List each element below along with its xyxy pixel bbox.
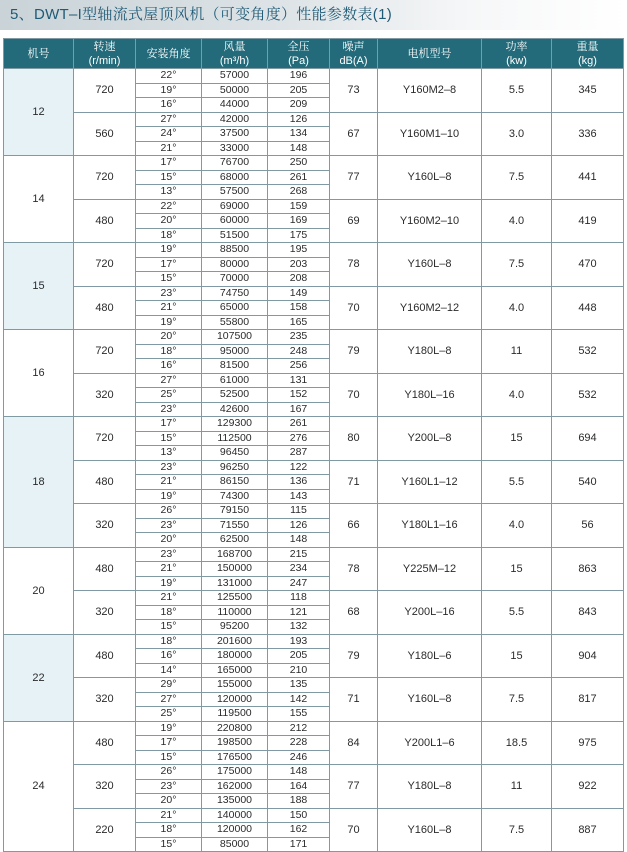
speed-cell: 720 [74, 417, 136, 461]
pressure-cell: 162 [268, 823, 330, 838]
angle-cell: 21° [136, 562, 202, 577]
speed-cell: 320 [74, 504, 136, 548]
table-row [4, 243, 624, 258]
weight-cell: 532 [552, 373, 624, 417]
airflow-cell: 135000 [202, 794, 268, 809]
airflow-cell: 37500 [202, 127, 268, 142]
pressure-cell: 132 [268, 620, 330, 635]
angle-cell: 22° [136, 199, 202, 214]
pressure-cell: 150 [268, 808, 330, 823]
pressure-cell: 287 [268, 446, 330, 461]
pressure-cell: 143 [268, 489, 330, 504]
angle-cell: 19° [136, 576, 202, 591]
speed-cell: 560 [74, 112, 136, 156]
pressure-cell: 152 [268, 388, 330, 403]
pressure-cell: 196 [268, 69, 330, 84]
weight-cell: 470 [552, 243, 624, 287]
motor-model-cell: Y160M2–8 [378, 69, 482, 113]
angle-cell: 22° [136, 69, 202, 84]
speed-cell: 720 [74, 330, 136, 374]
pressure-cell: 195 [268, 243, 330, 258]
noise-cell: 73 [330, 69, 378, 113]
table-row [4, 678, 624, 693]
angle-cell: 27° [136, 692, 202, 707]
pressure-cell: 205 [268, 83, 330, 98]
pressure-cell: 126 [268, 518, 330, 533]
pressure-cell: 118 [268, 591, 330, 606]
motor-model-cell: Y200L–16 [378, 591, 482, 635]
pressure-cell: 188 [268, 794, 330, 809]
speed-cell: 480 [74, 634, 136, 678]
pressure-cell: 126 [268, 112, 330, 127]
pressure-cell: 268 [268, 185, 330, 200]
pressure-cell: 234 [268, 562, 330, 577]
airflow-cell: 150000 [202, 562, 268, 577]
pressure-cell: 246 [268, 750, 330, 765]
power-cell: 7.5 [482, 678, 552, 722]
noise-cell: 71 [330, 460, 378, 504]
airflow-cell: 107500 [202, 330, 268, 345]
motor-model-cell: Y160M2–12 [378, 286, 482, 330]
table-row [4, 460, 624, 475]
pressure-cell: 256 [268, 359, 330, 374]
angle-cell: 25° [136, 388, 202, 403]
machine-no-cell: 15 [4, 243, 74, 330]
power-cell: 4.0 [482, 504, 552, 548]
speed-cell: 720 [74, 243, 136, 287]
airflow-cell: 198500 [202, 736, 268, 751]
table-row [4, 156, 624, 171]
machine-no-cell: 16 [4, 330, 74, 417]
weight-cell: 904 [552, 634, 624, 678]
angle-cell: 23° [136, 286, 202, 301]
angle-cell: 21° [136, 591, 202, 606]
motor-model-cell: Y180L–6 [378, 634, 482, 678]
pressure-cell: 167 [268, 402, 330, 417]
airflow-cell: 140000 [202, 808, 268, 823]
angle-cell: 18° [136, 634, 202, 649]
header-row [4, 39, 624, 69]
airflow-cell: 120000 [202, 823, 268, 838]
pressure-cell: 165 [268, 315, 330, 330]
airflow-cell: 50000 [202, 83, 268, 98]
weight-cell: 336 [552, 112, 624, 156]
motor-model-cell: Y200L–8 [378, 417, 482, 461]
table-row [4, 330, 624, 345]
weight-cell: 345 [552, 69, 624, 113]
angle-cell: 21° [136, 141, 202, 156]
weight-cell: 922 [552, 765, 624, 809]
machine-no-cell: 24 [4, 721, 74, 852]
angle-cell: 15° [136, 170, 202, 185]
performance-table [3, 38, 624, 852]
motor-model-cell: Y180L1–16 [378, 504, 482, 548]
pressure-cell: 135 [268, 678, 330, 693]
weight-cell: 441 [552, 156, 624, 200]
pressure-cell: 203 [268, 257, 330, 272]
angle-cell: 16° [136, 98, 202, 113]
header-power: 功率 (kw) [482, 39, 552, 69]
airflow-cell: 131000 [202, 576, 268, 591]
header-angle: 安装角度 [136, 39, 202, 69]
machine-no-cell: 18 [4, 417, 74, 548]
airflow-cell: 168700 [202, 547, 268, 562]
table-body [4, 69, 624, 852]
angle-cell: 15° [136, 837, 202, 852]
airflow-cell: 42600 [202, 402, 268, 417]
angle-cell: 19° [136, 721, 202, 736]
pressure-cell: 169 [268, 214, 330, 229]
angle-cell: 14° [136, 663, 202, 678]
pressure-cell: 175 [268, 228, 330, 243]
airflow-cell: 95200 [202, 620, 268, 635]
airflow-cell: 68000 [202, 170, 268, 185]
machine-no-cell: 20 [4, 547, 74, 634]
power-cell: 4.0 [482, 199, 552, 243]
angle-cell: 20° [136, 533, 202, 548]
angle-cell: 18° [136, 344, 202, 359]
table-row [4, 373, 624, 388]
airflow-cell: 162000 [202, 779, 268, 794]
pressure-cell: 193 [268, 634, 330, 649]
table-row [4, 547, 624, 562]
airflow-cell: 69000 [202, 199, 268, 214]
table-row [4, 504, 624, 519]
speed-cell: 480 [74, 286, 136, 330]
noise-cell: 80 [330, 417, 378, 461]
angle-cell: 21° [136, 808, 202, 823]
airflow-cell: 74750 [202, 286, 268, 301]
pressure-cell: 134 [268, 127, 330, 142]
speed-cell: 480 [74, 460, 136, 504]
angle-cell: 18° [136, 228, 202, 243]
pressure-cell: 131 [268, 373, 330, 388]
airflow-cell: 57500 [202, 185, 268, 200]
motor-model-cell: Y160L–8 [378, 808, 482, 852]
power-cell: 7.5 [482, 243, 552, 287]
weight-cell: 540 [552, 460, 624, 504]
airflow-cell: 52500 [202, 388, 268, 403]
airflow-cell: 165000 [202, 663, 268, 678]
angle-cell: 23° [136, 460, 202, 475]
airflow-cell: 65000 [202, 301, 268, 316]
pressure-cell: 209 [268, 98, 330, 113]
power-cell: 3.0 [482, 112, 552, 156]
airflow-cell: 96450 [202, 446, 268, 461]
angle-cell: 16° [136, 649, 202, 664]
table-row [4, 69, 624, 84]
airflow-cell: 33000 [202, 141, 268, 156]
pressure-cell: 276 [268, 431, 330, 446]
angle-cell: 23° [136, 518, 202, 533]
power-cell: 5.5 [482, 69, 552, 113]
speed-cell: 480 [74, 721, 136, 765]
airflow-cell: 70000 [202, 272, 268, 287]
airflow-cell: 80000 [202, 257, 268, 272]
angle-cell: 16° [136, 359, 202, 374]
motor-model-cell: Y160L–8 [378, 156, 482, 200]
pressure-cell: 136 [268, 475, 330, 490]
motor-model-cell: Y160L–8 [378, 243, 482, 287]
angle-cell: 15° [136, 272, 202, 287]
angle-cell: 17° [136, 156, 202, 171]
angle-cell: 15° [136, 431, 202, 446]
airflow-cell: 62500 [202, 533, 268, 548]
noise-cell: 70 [330, 808, 378, 852]
pressure-cell: 122 [268, 460, 330, 475]
angle-cell: 26° [136, 765, 202, 780]
pressure-cell: 164 [268, 779, 330, 794]
motor-model-cell: Y180L–16 [378, 373, 482, 417]
airflow-cell: 120000 [202, 692, 268, 707]
motor-model-cell: Y200L1–6 [378, 721, 482, 765]
noise-cell: 84 [330, 721, 378, 765]
pressure-cell: 149 [268, 286, 330, 301]
pressure-cell: 208 [268, 272, 330, 287]
header-weight: 重量 (kg) [552, 39, 624, 69]
angle-cell: 27° [136, 373, 202, 388]
noise-cell: 71 [330, 678, 378, 722]
angle-cell: 18° [136, 823, 202, 838]
header-noise: 噪声 dB(A) [330, 39, 378, 69]
angle-cell: 26° [136, 504, 202, 519]
airflow-cell: 175000 [202, 765, 268, 780]
weight-cell: 56 [552, 504, 624, 548]
airflow-cell: 201600 [202, 634, 268, 649]
motor-model-cell: Y160L–8 [378, 678, 482, 722]
pressure-cell: 261 [268, 170, 330, 185]
table-row [4, 199, 624, 214]
noise-cell: 68 [330, 591, 378, 635]
pressure-cell: 235 [268, 330, 330, 345]
noise-cell: 77 [330, 156, 378, 200]
noise-cell: 78 [330, 243, 378, 287]
power-cell: 11 [482, 765, 552, 809]
airflow-cell: 96250 [202, 460, 268, 475]
weight-cell: 532 [552, 330, 624, 374]
power-cell: 7.5 [482, 808, 552, 852]
speed-cell: 720 [74, 69, 136, 113]
motor-model-cell: Y225M–12 [378, 547, 482, 591]
pressure-cell: 155 [268, 707, 330, 722]
power-cell: 5.5 [482, 460, 552, 504]
weight-cell: 863 [552, 547, 624, 591]
airflow-cell: 71550 [202, 518, 268, 533]
airflow-cell: 79150 [202, 504, 268, 519]
pressure-cell: 250 [268, 156, 330, 171]
weight-cell: 887 [552, 808, 624, 852]
angle-cell: 13° [136, 185, 202, 200]
angle-cell: 19° [136, 243, 202, 258]
header-machine: 机号 [4, 39, 74, 69]
noise-cell: 79 [330, 634, 378, 678]
angle-cell: 19° [136, 489, 202, 504]
airflow-cell: 119500 [202, 707, 268, 722]
table-row [4, 721, 624, 736]
angle-cell: 15° [136, 750, 202, 765]
table-row [4, 112, 624, 127]
airflow-cell: 42000 [202, 112, 268, 127]
noise-cell: 67 [330, 112, 378, 156]
machine-no-cell: 22 [4, 634, 74, 721]
speed-cell: 220 [74, 808, 136, 852]
airflow-cell: 155000 [202, 678, 268, 693]
noise-cell: 78 [330, 547, 378, 591]
weight-cell: 843 [552, 591, 624, 635]
airflow-cell: 85000 [202, 837, 268, 852]
angle-cell: 29° [136, 678, 202, 693]
angle-cell: 18° [136, 605, 202, 620]
pressure-cell: 115 [268, 504, 330, 519]
angle-cell: 17° [136, 417, 202, 432]
speed-cell: 480 [74, 547, 136, 591]
airflow-cell: 95000 [202, 344, 268, 359]
angle-cell: 24° [136, 127, 202, 142]
angle-cell: 19° [136, 315, 202, 330]
airflow-cell: 51500 [202, 228, 268, 243]
noise-cell: 70 [330, 373, 378, 417]
speed-cell: 480 [74, 199, 136, 243]
airflow-cell: 88500 [202, 243, 268, 258]
airflow-cell: 86150 [202, 475, 268, 490]
power-cell: 15 [482, 417, 552, 461]
weight-cell: 975 [552, 721, 624, 765]
angle-cell: 15° [136, 620, 202, 635]
pressure-cell: 171 [268, 837, 330, 852]
weight-cell: 817 [552, 678, 624, 722]
airflow-cell: 129300 [202, 417, 268, 432]
pressure-cell: 205 [268, 649, 330, 664]
airflow-cell: 61000 [202, 373, 268, 388]
speed-cell: 320 [74, 678, 136, 722]
pressure-cell: 248 [268, 344, 330, 359]
airflow-cell: 220800 [202, 721, 268, 736]
pressure-cell: 261 [268, 417, 330, 432]
angle-cell: 23° [136, 402, 202, 417]
power-cell: 4.0 [482, 286, 552, 330]
pressure-cell: 212 [268, 721, 330, 736]
noise-cell: 66 [330, 504, 378, 548]
speed-cell: 320 [74, 591, 136, 635]
pressure-cell: 148 [268, 141, 330, 156]
pressure-cell: 210 [268, 663, 330, 678]
page-title: 5、DWT–I型轴流式屋顶风机（可变角度）性能参数表(1) [0, 0, 627, 30]
power-cell: 18.5 [482, 721, 552, 765]
noise-cell: 70 [330, 286, 378, 330]
angle-cell: 27° [136, 112, 202, 127]
angle-cell: 25° [136, 707, 202, 722]
airflow-cell: 76700 [202, 156, 268, 171]
header-speed: 转速 (r/min) [74, 39, 136, 69]
power-cell: 11 [482, 330, 552, 374]
machine-no-cell: 12 [4, 69, 74, 156]
pressure-cell: 148 [268, 533, 330, 548]
power-cell: 7.5 [482, 156, 552, 200]
noise-cell: 79 [330, 330, 378, 374]
header-pressure: 全压 (Pa) [268, 39, 330, 69]
power-cell: 15 [482, 547, 552, 591]
airflow-cell: 60000 [202, 214, 268, 229]
pressure-cell: 159 [268, 199, 330, 214]
motor-model-cell: Y160M1–10 [378, 112, 482, 156]
airflow-cell: 110000 [202, 605, 268, 620]
pressure-cell: 121 [268, 605, 330, 620]
angle-cell: 17° [136, 736, 202, 751]
motor-model-cell: Y160M2–10 [378, 199, 482, 243]
power-cell: 15 [482, 634, 552, 678]
airflow-cell: 57000 [202, 69, 268, 84]
angle-cell: 23° [136, 547, 202, 562]
airflow-cell: 112500 [202, 431, 268, 446]
table-row [4, 765, 624, 780]
airflow-cell: 176500 [202, 750, 268, 765]
motor-model-cell: Y180L–8 [378, 330, 482, 374]
table-row [4, 417, 624, 432]
header-motor: 电机型号 [378, 39, 482, 69]
noise-cell: 69 [330, 199, 378, 243]
pressure-cell: 215 [268, 547, 330, 562]
angle-cell: 23° [136, 779, 202, 794]
power-cell: 5.5 [482, 591, 552, 635]
power-cell: 4.0 [482, 373, 552, 417]
angle-cell: 19° [136, 83, 202, 98]
angle-cell: 20° [136, 330, 202, 345]
airflow-cell: 81500 [202, 359, 268, 374]
pressure-cell: 228 [268, 736, 330, 751]
pressure-cell: 148 [268, 765, 330, 780]
motor-model-cell: Y180L–8 [378, 765, 482, 809]
motor-model-cell: Y160L1–12 [378, 460, 482, 504]
table-row [4, 591, 624, 606]
angle-cell: 20° [136, 794, 202, 809]
pressure-cell: 142 [268, 692, 330, 707]
airflow-cell: 74300 [202, 489, 268, 504]
speed-cell: 320 [74, 373, 136, 417]
table-row [4, 634, 624, 649]
header-airflow: 风量 (m³/h) [202, 39, 268, 69]
weight-cell: 694 [552, 417, 624, 461]
angle-cell: 21° [136, 301, 202, 316]
airflow-cell: 180000 [202, 649, 268, 664]
pressure-cell: 158 [268, 301, 330, 316]
angle-cell: 20° [136, 214, 202, 229]
speed-cell: 720 [74, 156, 136, 200]
angle-cell: 17° [136, 257, 202, 272]
speed-cell: 320 [74, 765, 136, 809]
pressure-cell: 247 [268, 576, 330, 591]
weight-cell: 448 [552, 286, 624, 330]
airflow-cell: 125500 [202, 591, 268, 606]
airflow-cell: 55800 [202, 315, 268, 330]
weight-cell: 419 [552, 199, 624, 243]
table-row [4, 286, 624, 301]
angle-cell: 13° [136, 446, 202, 461]
machine-no-cell: 14 [4, 156, 74, 243]
noise-cell: 77 [330, 765, 378, 809]
table-row [4, 808, 624, 823]
airflow-cell: 44000 [202, 98, 268, 113]
angle-cell: 21° [136, 475, 202, 490]
